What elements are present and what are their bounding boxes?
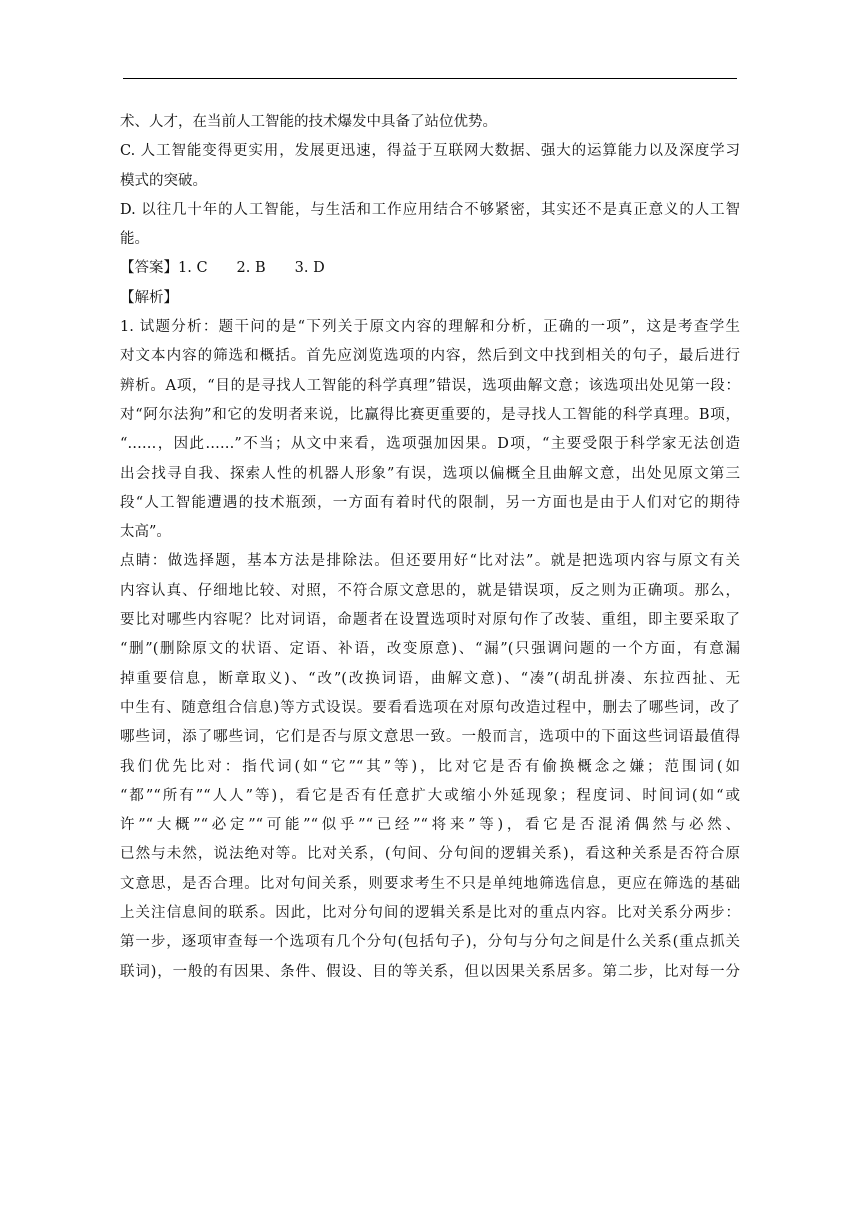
text-line: 要比对哪些内容呢？比对词语，命题者在设置选项时对原句作了改装、重组，即主要采取了	[120, 612, 740, 629]
text-line: 许”“大概”“必定”“可能”“似乎”“已经”“将来”等)，看它是否混淆偶然与必然、	[120, 817, 740, 834]
text-line: 我们优先比对：指代词(如“它”“其”等)，比对它是否有偷换概念之嫌；范围词(如	[120, 758, 740, 775]
text-line: 联词)，一般的有因果、条件、假设、目的等关系，但以因果关系居多。第二步，比对每一分	[120, 963, 740, 980]
text-line: D. 以往几十年的人工智能，与生活和工作应用结合不够紧密，其实还不是真正意义的人工智	[120, 201, 740, 218]
text-line: 哪些词，添了哪些词，它们是否与原文意思一致。一般而言，选项中的下面这些词语最值得	[120, 729, 740, 746]
text-line: 掉重要信息，断章取义)、“改”(改换词语，曲解文意)、“凑”(胡乱拼凑、东拉西扯、无	[120, 670, 740, 687]
text-line: C. 人工智能变得更实用，发展更迅速，得益于互联网大数据、强大的运算能力以及深度学习	[120, 143, 740, 160]
text-line: 已然与未然，说法绝对等。比对关系，(句间、分句间的逻辑关系)，看这种关系是否符合原	[120, 846, 740, 863]
analysis-heading: 【解析】	[120, 289, 178, 306]
text-line: 段“人工智能遭遇的技术瓶颈，一方面有着时代的限制，另一方面也是由于人们对它的期待	[120, 494, 740, 511]
text-line: 对文本内容的筛选和概括。首先应浏览选项的内容，然后到文中找到相关的句子，最后进行	[120, 348, 740, 365]
text-line: “……，因此……”不当；从文中来看，选项强加因果。D项，“主要受限于科学家无法创造	[120, 436, 740, 453]
text-line: 术、人才，在当前人工智能的技术爆发中具备了站位优势。	[120, 114, 497, 130]
text-line: 能。	[120, 231, 149, 248]
text-line: 点睛：做选择题，基本方法是排除法。但还要用好“比对法”。就是把选项内容与原文有关	[120, 553, 740, 570]
text-line: 对“阿尔法狗”和它的发明者来说，比赢得比赛更重要的，是寻找人工智能的科学真理。B项，	[120, 406, 740, 423]
text-line: 出会找寻自我、探索人性的机器人形象”有误，选项以偏概全且曲解文意，出处见原文第三	[120, 465, 740, 482]
text-line: 辨析。A项，“目的是寻找人工智能的科学真理”错误，选项曲解文意；该选项出处见第一段：	[120, 377, 740, 394]
header-rule	[123, 78, 737, 79]
text-line: 中生有、随意组合信息)等方式设误。要看看选项在对原句改造过程中，删去了哪些词，改了	[120, 699, 740, 716]
text-line: 1. 试题分析：题干问的是“下列关于原文内容的理解和分析，正确的一项”，这是考查学生	[120, 319, 740, 336]
text-line: 上关注信息间的联系。因此，比对分句间的逻辑关系是比对的重点内容。比对关系分两步：	[120, 905, 740, 922]
text-line: 太高”。	[120, 524, 171, 541]
document-body	[120, 108, 740, 987]
answer-line: 【答案】1. C 2. B 3. D	[120, 260, 325, 277]
text-line: “都”“所有”“人人”等)，看它是否有任意扩大或缩小外延现象；程度词、时间词(如“或	[120, 787, 740, 804]
text-line: 内容认真、仔细地比较、对照，不符合原文意思的，就是错误项，反之则为正确项。那么，	[120, 582, 740, 599]
text-line: 文意思，是否合理。比对句间关系，则要求考生不只是单纯地筛选信息，更应在筛选的基础	[120, 875, 740, 892]
text-line: 第一步，逐项审查每一个选项有几个分句(包括句子)，分句与分句之间是什么关系(重点抓关	[120, 934, 740, 951]
text-line: “删”(删除原文的状语、定语、补语，改变原意)、“漏”(只强调问题的一个方面，有意漏	[120, 641, 740, 658]
text-line: 模式的突破。	[120, 172, 207, 189]
